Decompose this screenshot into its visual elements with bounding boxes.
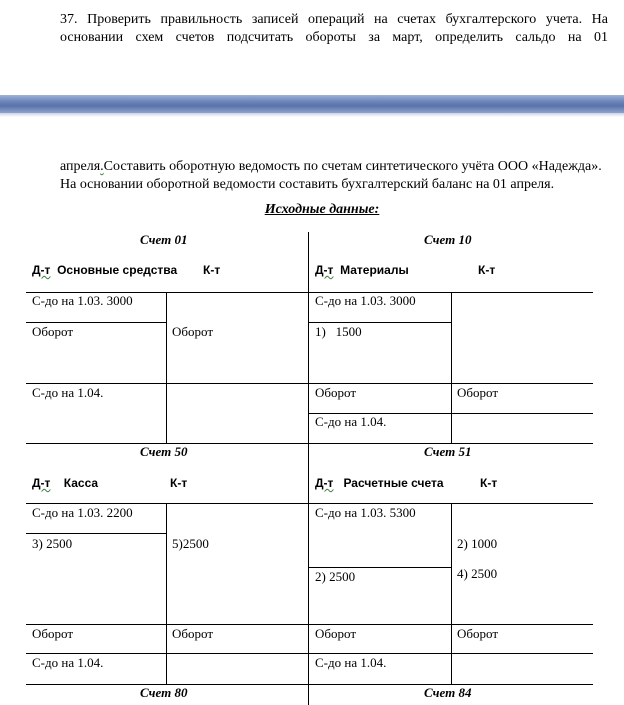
acc50-entry-kt-1: 5)2500 (172, 536, 209, 551)
acc01-kt: К-т (203, 263, 221, 277)
center-divider (308, 232, 309, 705)
problem-line-4: На основании оборотной ведомости составить бухгалтерский баланс на 01 апреля. (60, 177, 555, 192)
acc50-row-1 (26, 533, 166, 534)
acc01-header (32, 263, 177, 277)
acc51-entry-kt-2: 4) 2500 (457, 566, 498, 581)
acc01-closing: С-до на 1.04. (32, 385, 104, 400)
acc51-closing: С-до на 1.04. (315, 655, 387, 670)
acc01-name: Основные средства (57, 263, 178, 277)
rule-2-closing (26, 653, 593, 654)
problem-line-1: 37. Проверить правильность записей операций на счетах бухгалтерского учета. На (60, 12, 608, 27)
acc01-split (166, 292, 167, 444)
page-break-shadow (0, 113, 624, 117)
acc50-title: Счет 50 (140, 444, 188, 459)
rule-1-turnover (26, 383, 593, 384)
acc80-title: Счет 80 (140, 685, 188, 700)
acc10-header (315, 263, 409, 277)
problem-line-3-rest: Составить оборотную ведомость по счетам синтетического учёта ООО «Надежда». (103, 159, 602, 174)
acc51-entry-dt-1: 2) 2500 (315, 569, 356, 584)
problem-line-3-dot: . (100, 159, 104, 174)
rule-1-bottom (26, 443, 593, 444)
acc50-entry-dt-1: 3) 2500 (32, 536, 73, 551)
acc10-closing: С-до на 1.04. (315, 414, 387, 429)
acc50-dt: Д-т (32, 476, 51, 490)
rule-2-bottom (26, 684, 593, 685)
acc51-opening: С-до на 1.03. 5300 (315, 505, 416, 520)
acc10-kt: К-т (478, 263, 496, 277)
rule-2-turnover (26, 624, 593, 625)
acc50-closing: С-до на 1.04. (32, 655, 104, 670)
acc10-split (451, 292, 452, 444)
acc51-name: Расчетные счета (343, 476, 444, 490)
acc50-kt: К-т (170, 476, 188, 490)
acc01-dt: Д-т (32, 263, 51, 277)
source-data-title: Исходные данные: (264, 202, 380, 217)
acc51-turn-dt: Оборот (315, 626, 357, 641)
acc51-entry-kt-1: 2) 1000 (457, 536, 498, 551)
acc50-turn-kt: Оборот (172, 626, 214, 641)
acc51-kt: К-т (480, 476, 498, 490)
acc50-opening: С-до на 1.03. 2200 (32, 505, 133, 520)
rule-2-top (26, 503, 593, 504)
acc10-row-1 (308, 322, 451, 323)
acc01-title: Счет 01 (140, 232, 188, 247)
acc50-split (166, 503, 167, 685)
acc84-title: Счет 84 (424, 685, 472, 700)
acc51-row-1 (308, 567, 451, 568)
acc51-dt: Д-т (315, 476, 334, 490)
acc10-title: Счет 10 (424, 232, 472, 247)
problem-line-2: основании схем счетов подсчитать обороты за март, определить сальдо на 01 (60, 30, 608, 45)
acc10-entry-dt-1: 1) 1500 (315, 324, 362, 339)
acc01-opening: С-до на 1.03. 3000 (32, 293, 133, 308)
acc50-header (32, 476, 98, 490)
acc01-row-1 (26, 322, 166, 323)
acc10-dt: Д-т (315, 263, 334, 277)
acc01-turn-kt: Оборот (172, 324, 214, 339)
acc51-turn-kt: Оборот (457, 626, 499, 641)
problem-line-3-start: апреля (60, 159, 101, 174)
acc51-split (451, 503, 452, 685)
acc10-turn-dt: Оборот (315, 385, 357, 400)
acc51-title: Счет 51 (424, 444, 472, 459)
acc01-turn-dt: Оборот (32, 324, 74, 339)
problem-line-3 (60, 158, 620, 176)
acc51-header (315, 476, 444, 490)
acc10-opening: С-до на 1.03. 3000 (315, 293, 416, 308)
acc10-name: Материалы (340, 263, 409, 277)
page-break-band (0, 95, 624, 113)
acc10-turn-kt: Оборот (457, 385, 499, 400)
acc50-turn-dt: Оборот (32, 626, 74, 641)
acc50-name: Касса (63, 476, 99, 490)
